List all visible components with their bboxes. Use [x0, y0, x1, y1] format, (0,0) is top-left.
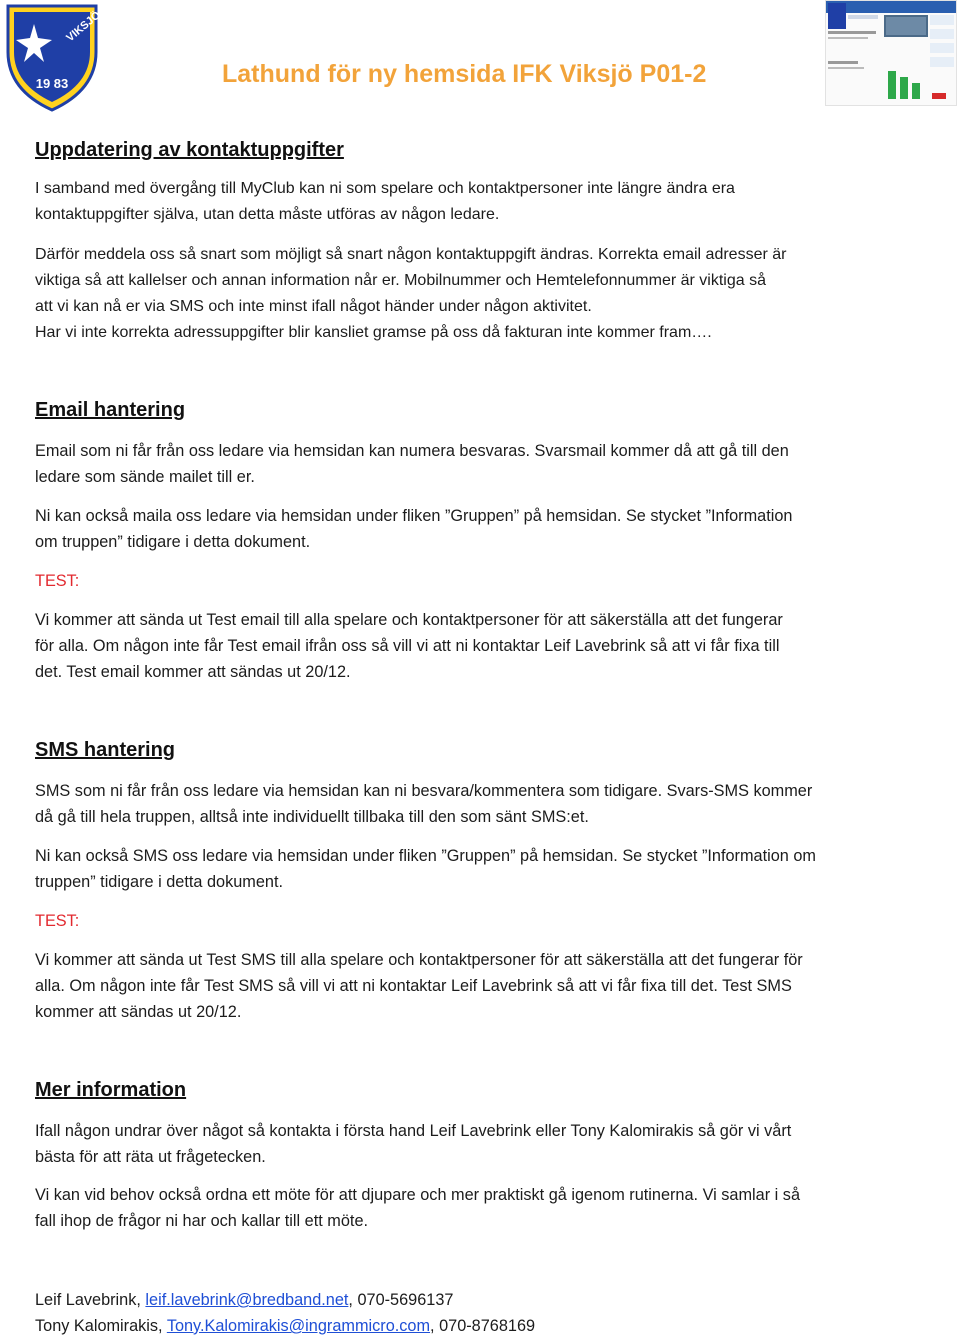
text-line: fall ihop de frågor ni har och kallar till ett möte.: [35, 1212, 369, 1230]
contact-tony: [35, 1313, 535, 1339]
section-heading: Uppdatering av kontaktuppgifter: [35, 139, 344, 161]
section-heading: Email hantering: [35, 399, 186, 421]
paragraph: [35, 1118, 905, 1170]
paragraph: [35, 947, 905, 1025]
text-line: truppen” tidigare i detta dokument.: [35, 873, 283, 891]
text-line: alla. Om någon inte får Test SMS så vill vi att ni kontaktar Leif Lavebrink så att vi får fixa till det. Test SMS: [35, 977, 792, 995]
paragraph: [35, 1182, 905, 1234]
logo-year: 19 83: [35, 76, 69, 91]
test-label: TEST:: [35, 572, 80, 590]
logo-text: VIKSJÖ: [64, 9, 100, 45]
text-line: Ifall någon undrar över något så kontakta i första hand Leif Lavebrink eller Tony Kalomirakis så gör vi vårt: [35, 1122, 792, 1140]
text-line: bästa för att räta ut frågetecken.: [35, 1148, 266, 1166]
test-label-container: [35, 908, 905, 934]
contact-name: Tony Kalomirakis,: [35, 1317, 167, 1335]
text-line: I samband med övergång till MyClub kan ni som spelare och kontaktpersoner inte längre ändra era: [35, 180, 735, 197]
contact-phone: , 070-8768169: [430, 1317, 536, 1335]
paragraph: [35, 843, 905, 895]
section-heading: Mer information: [35, 1079, 187, 1101]
text-line: Därför meddela oss så snart som möjligt så snart någon kontaktuppgift ändras. Korrekta email adresser är: [35, 246, 787, 263]
paragraph: [35, 607, 905, 685]
footer-contacts: [35, 1287, 535, 1339]
text-line: Vi kan vid behov också ordna ett möte för att djupare och mer praktiskt gå igenom rutinerna. Vi samlar i så: [35, 1186, 801, 1204]
text-line: ledare som sände mailet till er.: [35, 468, 255, 486]
website-screenshot-thumbnail: [825, 0, 957, 106]
text-line: kommer att sändas ut 20/12.: [35, 1003, 242, 1021]
section-email: [35, 399, 905, 422]
contact-phone: , 070-5696137: [348, 1291, 454, 1309]
text-line: för alla. Om någon inte får Test email ifrån oss så vill vi att ni kontaktar Leif Lavebrink så att vi får fixa till: [35, 637, 780, 655]
text-line: det. Test email kommer att sändas ut 20/12.: [35, 663, 351, 681]
email-link[interactable]: leif.lavebrink@bredband.net: [145, 1291, 349, 1309]
test-label-container: [35, 568, 905, 594]
text-line: Email som ni får från oss ledare via hemsidan kan numera besvaras. Svarsmail kommer då att gå till den: [35, 442, 789, 460]
text-line: Ni kan också SMS oss ledare via hemsidan under fliken ”Gruppen” på hemsidan. Se stycket ”Information om: [35, 847, 816, 865]
paragraph: [35, 242, 905, 346]
document-title: Lathund för ny hemsida IFK Viksjö P01-2: [222, 60, 707, 88]
text-line: Vi kommer att sända ut Test SMS till alla spelare och kontaktpersoner för att säkerställa att det fungerar för: [35, 951, 803, 969]
text-line: SMS som ni får från oss ledare via hemsidan kan ni besvara/kommentera som tidigare. Svars-SMS kommer: [35, 782, 813, 800]
section-heading: SMS hantering: [35, 739, 176, 761]
paragraph: [35, 778, 905, 830]
paragraph: [35, 438, 905, 490]
text-line: Har vi inte korrekta adressuppgifter blir kansliet gramse på oss då fakturan inte kommer fram….: [35, 324, 712, 341]
club-logo: [4, 2, 100, 112]
email-link[interactable]: Tony.Kalomirakis@ingrammicro.com: [166, 1317, 431, 1335]
text-line: då gå till hela truppen, alltså inte individuellt tillbaka till den som sänt SMS:et.: [35, 808, 589, 826]
section-sms: [35, 739, 905, 762]
test-label: TEST:: [35, 912, 80, 930]
section-kontaktuppgifter: [35, 139, 905, 162]
section-mer-information: [35, 1079, 905, 1102]
contact-leif: [35, 1287, 535, 1313]
paragraph: [35, 176, 905, 228]
text-line: viktiga så att kallelser och annan information når er. Mobilnummer och Hemtelefonnummer är viktiga så: [35, 272, 766, 289]
text-line: kontaktuppgifter själva, utan detta måste utföras av någon ledare.: [35, 206, 500, 223]
text-line: om truppen” tidigare i detta dokument.: [35, 533, 311, 551]
paragraph: [35, 503, 905, 555]
text-line: Ni kan också maila oss ledare via hemsidan under fliken ”Gruppen” på hemsidan. Se stycket ”Information: [35, 507, 793, 525]
text-line: att vi kan nå er via SMS och inte minst ifall något händer under någon aktivitet.: [35, 298, 592, 315]
contact-name: Leif Lavebrink,: [35, 1291, 146, 1309]
text-line: Vi kommer att sända ut Test email till alla spelare och kontaktpersoner för att säkerställa att det fungerar: [35, 611, 783, 629]
